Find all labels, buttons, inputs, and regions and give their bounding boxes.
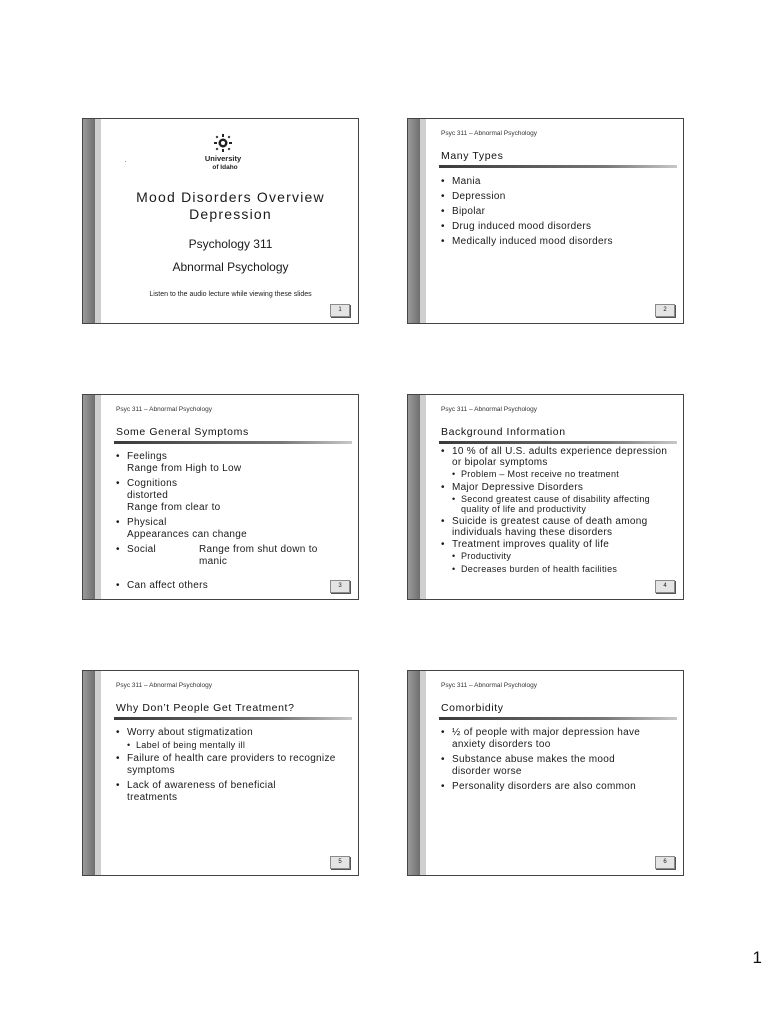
list-item: • Treatment improves quality of life — [441, 539, 673, 550]
slide-sidebar — [83, 671, 95, 875]
slide-header: Psyc 311 – Abnormal Psychology — [116, 406, 212, 413]
slide-sidebar — [408, 671, 420, 875]
slide-title: Some General Symptoms — [116, 426, 249, 438]
slide-title: Background Information — [441, 426, 566, 438]
course-number: Psychology 311 — [188, 237, 273, 251]
sub-list-item: • Productivity — [441, 551, 673, 562]
slide-6 — [407, 670, 684, 876]
list-item: • Major Depressive Disorders — [441, 482, 673, 493]
slide-sidebar-accent — [420, 395, 426, 599]
list-item: • Personality disorders are also common — [441, 781, 673, 793]
title-line-1: Mood Disorders Overview — [136, 189, 325, 205]
title-line-2: Depression — [189, 206, 272, 222]
list-item: • Drug induced mood disorders — [441, 221, 673, 233]
course-name: Abnormal Psychology — [172, 260, 289, 274]
title-rule — [114, 717, 352, 720]
slide-title — [103, 189, 358, 223]
slide-page-number: 6 — [655, 856, 675, 869]
slide-content — [441, 727, 673, 796]
sun-emblem-icon — [214, 134, 232, 152]
table-row — [116, 451, 348, 475]
sub-list-item: • Label of being mentally ill — [116, 740, 348, 751]
slide-page-number: 5 — [330, 856, 350, 869]
symptom-value: Range from shut down to manic — [199, 544, 318, 567]
symptom-label: Physical — [127, 517, 167, 528]
table-row — [116, 544, 348, 568]
symptom-value: Range from clear to — [127, 502, 221, 513]
list-item: • 10 % of all U.S. adults experience depression or bipolar symptoms — [441, 446, 673, 468]
table-row — [116, 478, 348, 514]
slide-sidebar — [408, 395, 420, 599]
slide-sidebar — [83, 395, 95, 599]
list-item: • Suicide is greatest cause of death among individuals having these disorders — [441, 516, 673, 538]
symptoms-table — [116, 451, 348, 595]
slide-sidebar-accent — [95, 671, 101, 875]
slide-content — [116, 727, 348, 807]
symptom-label: Feelings — [127, 451, 168, 462]
slide-sidebar — [408, 119, 420, 323]
symptom-label: Social — [127, 544, 157, 555]
slide-title: Comorbidity — [441, 702, 504, 714]
slide-header: Psyc 311 – Abnormal Psychology — [116, 682, 212, 689]
slide-page-number: 1 — [330, 304, 350, 317]
slide-5 — [82, 670, 359, 876]
symptom-value: Appearances can change — [127, 529, 248, 540]
symptom-label: Cognitions distorted — [127, 478, 178, 501]
list-item: • Bipolar — [441, 206, 673, 218]
slide-content — [441, 446, 673, 577]
list-item: • Depression — [441, 191, 673, 203]
slide-sidebar-accent — [95, 119, 101, 323]
slide-header: Psyc 311 – Abnormal Psychology — [441, 130, 537, 137]
slide-page-number: 3 — [330, 580, 350, 593]
list-item: • Substance abuse makes the mood disorder worse — [441, 754, 632, 778]
slide-1 — [82, 118, 359, 324]
slide-sidebar-accent — [95, 395, 101, 599]
slide-content — [441, 176, 673, 251]
title-rule — [439, 441, 677, 444]
list-item: • Medically induced mood disorders — [441, 236, 673, 248]
table-row — [116, 517, 348, 541]
title-rule — [439, 165, 677, 168]
decorative-dot — [125, 161, 126, 162]
slide-sidebar-accent — [420, 119, 426, 323]
sub-list-item: • Second greatest cause of disability affecting quality of life and productivity — [441, 494, 673, 514]
list-item: • Can affect others — [116, 580, 348, 592]
slide-4 — [407, 394, 684, 600]
symptom-value: Range from High to Low — [127, 463, 242, 474]
sub-list-item: • Problem – Most receive no treatment — [441, 469, 673, 480]
slide-header: Psyc 311 – Abnormal Psychology — [441, 682, 537, 689]
list-item: • Worry about stigmatization — [116, 727, 348, 739]
title-rule — [439, 717, 677, 720]
slide-2 — [407, 118, 684, 324]
slide-page-number: 4 — [655, 580, 675, 593]
slide-title: Why Don’t People Get Treatment? — [116, 702, 295, 714]
list-item: • Mania — [441, 176, 673, 188]
list-item: • Failure of health care providers to recognize symptoms — [116, 753, 348, 777]
list-item: • ½ of people with major depression have anxiety disorders too — [441, 727, 673, 751]
audio-note: Listen to the audio lecture while viewing these slides — [149, 291, 312, 298]
slide-page-number: 2 — [655, 304, 675, 317]
slide-title: Many Types — [441, 150, 504, 162]
slide-header: Psyc 311 – Abnormal Psychology — [441, 406, 537, 413]
document-page-number: 1 — [752, 948, 762, 967]
sub-list-item: • Decreases burden of health facilities — [441, 564, 673, 575]
slide-sidebar — [83, 119, 95, 323]
university-logo — [201, 133, 245, 173]
logo-line-1: University — [204, 154, 242, 163]
slide-3 — [82, 394, 359, 600]
list-item: • Lack of awareness of beneficial treatments — [116, 780, 317, 804]
slide-sidebar-accent — [420, 671, 426, 875]
title-rule — [114, 441, 352, 444]
logo-line-2: of Idaho — [212, 164, 238, 171]
